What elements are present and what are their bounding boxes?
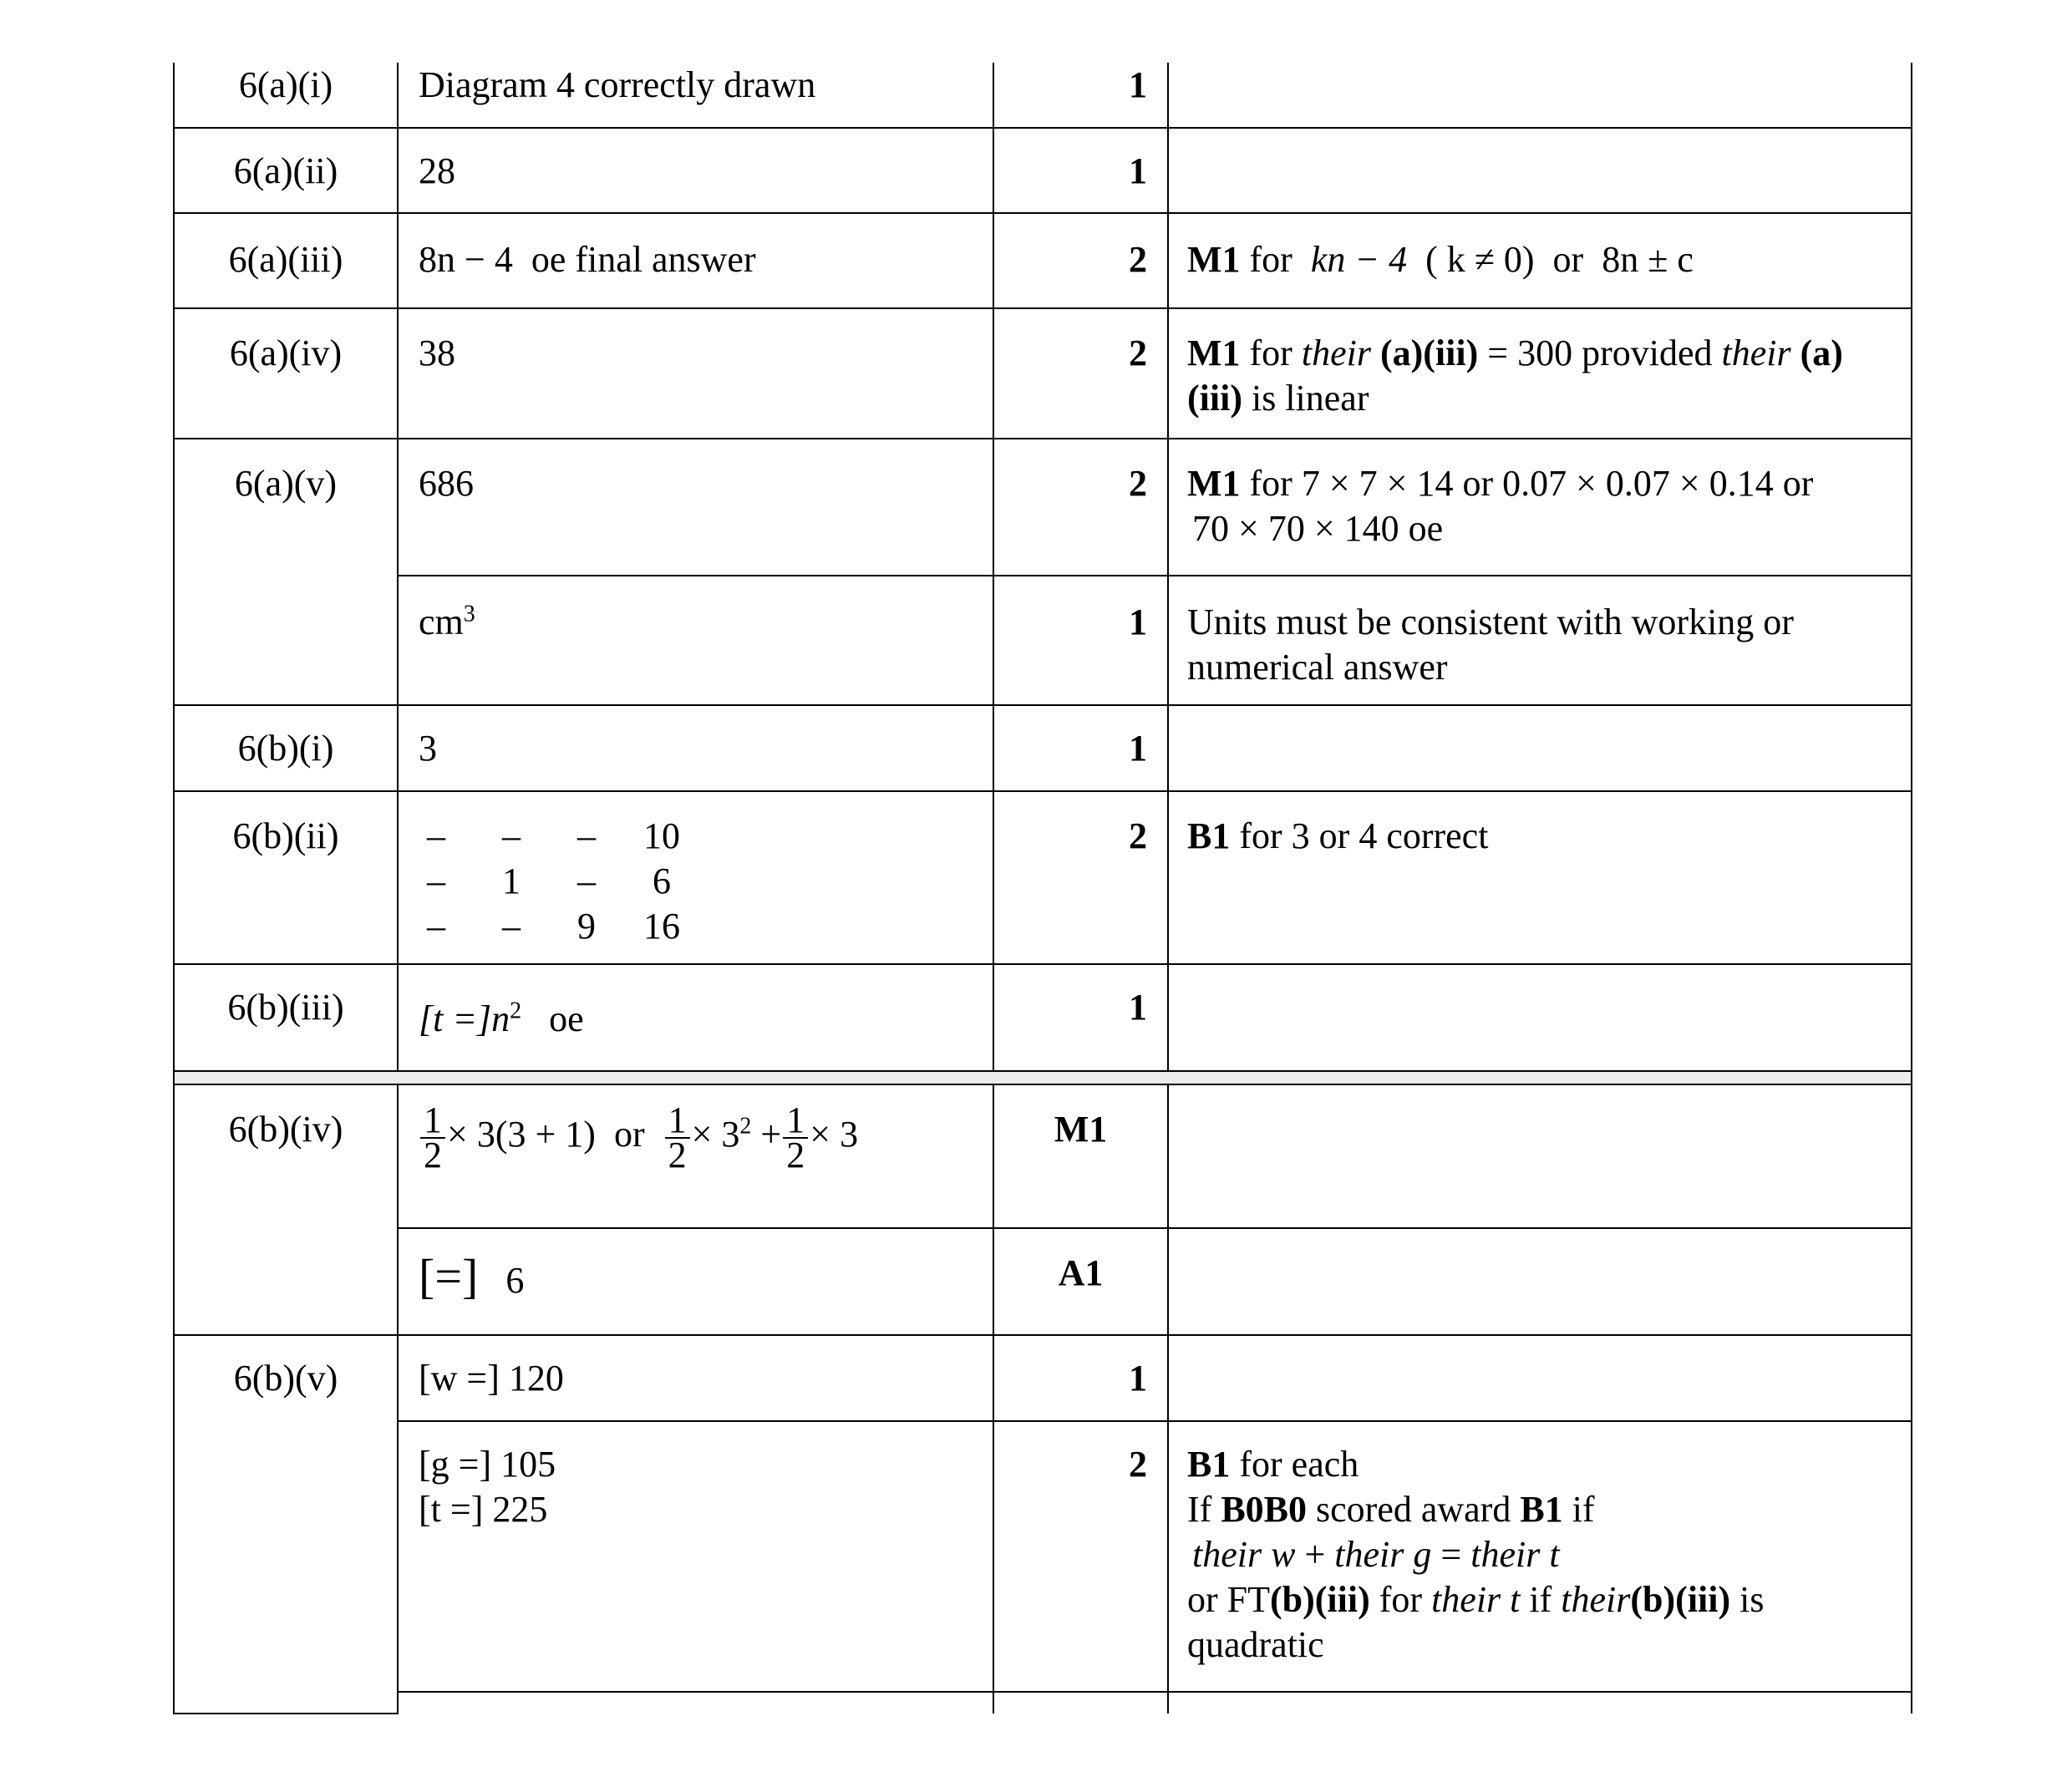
answer-superscript: 2 (510, 998, 522, 1024)
guidance-text: for (1379, 1579, 1423, 1620)
mark-scheme-table (173, 63, 1912, 1714)
guidance-text: is linear (1251, 378, 1369, 419)
row-6a-ii (174, 128, 1912, 213)
question-number: 6(b)(iii) (174, 964, 398, 1071)
row-6a-v-units (174, 576, 1912, 705)
answer-unit: cm (419, 602, 464, 642)
answer-value: 6 (505, 1260, 525, 1301)
question-number: 6(b)(ii) (174, 791, 398, 964)
b-mark: B1 (1187, 1444, 1231, 1485)
guidance (1168, 1335, 1912, 1421)
answer: 28 (398, 128, 993, 213)
guidance-text: for (1249, 239, 1292, 280)
grid-cell: 1 (502, 861, 521, 901)
grid-cell: – (427, 861, 445, 901)
row-6b-v-gt (174, 1421, 1912, 1692)
answer-line: [t =] 225 (419, 1489, 548, 1530)
fraction-denominator: 2 (424, 1135, 442, 1175)
answer: Diagram 4 correctly drawn (398, 63, 993, 128)
question-number: 6(b)(iv) (174, 1084, 398, 1335)
guidance-expression: 8n ± c (1602, 239, 1694, 280)
method-mark: M1 (1187, 239, 1241, 280)
guidance-their: their t (1470, 1534, 1560, 1575)
answer-bracket: [=] (419, 1249, 479, 1303)
row-6a-iii (174, 213, 1912, 308)
guidance-condition: ( k ≠ 0) (1425, 239, 1535, 280)
row-continuation (174, 1692, 1912, 1714)
marks: 2 (993, 213, 1168, 308)
guidance-their: their g (1334, 1534, 1432, 1575)
guidance (1168, 63, 1912, 128)
row-6b-i (174, 705, 1912, 791)
answer (398, 1084, 993, 1228)
guidance-operator: = (1440, 1534, 1462, 1575)
fraction-numerator: 1 (665, 1104, 690, 1139)
answer-or: or (613, 1114, 645, 1155)
guidance-their: their (1301, 333, 1371, 373)
guidance-text: for 3 or 4 correct (1239, 815, 1489, 856)
answer (398, 576, 993, 705)
grid-cell: – (502, 815, 521, 856)
guidance-text: or (1552, 239, 1584, 280)
marks: 2 (993, 439, 1168, 576)
guidance (1168, 705, 1912, 791)
guidance (1168, 1421, 1912, 1692)
guidance-expression: kn − 4 (1310, 239, 1408, 280)
question-number: 6(a)(ii) (174, 128, 398, 213)
fraction-half (665, 1099, 690, 1175)
grid-cell: 10 (643, 815, 680, 856)
guidance (1168, 439, 1912, 576)
b-mark: B1 (1520, 1489, 1563, 1530)
guidance-text: for (1249, 333, 1292, 373)
fraction-half (420, 1099, 445, 1175)
answer-note: oe final answer (531, 239, 756, 280)
question-number: 6(a)(iv) (174, 308, 398, 439)
guidance (1168, 128, 1912, 213)
question-number: 6(a)(v) (174, 439, 398, 705)
fraction-denominator: 2 (786, 1135, 805, 1175)
guidance-text: scored award (1316, 1489, 1511, 1530)
answer-expression: × 3 (810, 1114, 859, 1155)
marks: 1 (993, 128, 1168, 213)
guidance (1168, 213, 1912, 308)
fraction-denominator: 2 (668, 1135, 687, 1175)
answer (398, 1228, 993, 1335)
guidance-text: = 300 provided (1487, 333, 1713, 373)
answer-plus: + (760, 1114, 782, 1155)
answer-expression: × 3(3 + 1) (447, 1114, 596, 1155)
guidance-reference: (a)(iii) (1187, 333, 1843, 419)
answer (398, 964, 993, 1071)
guidance-text: is (1739, 1579, 1765, 1620)
fraction-numerator: 1 (420, 1104, 445, 1139)
b-mark: B0B0 (1221, 1489, 1308, 1530)
page-break-separator (174, 1071, 1912, 1084)
grid-cell: – (427, 815, 445, 856)
row-6b-iv (174, 1084, 1912, 1228)
empty-cell (1168, 1692, 1912, 1714)
grid-cell: 16 (643, 906, 680, 947)
guidance (1168, 791, 1912, 964)
question-number: 6(a)(iii) (174, 213, 398, 308)
guidance-their: their w (1192, 1534, 1296, 1575)
marks: A1 (993, 1228, 1168, 1335)
guidance-reference: (b)(iii) (1270, 1579, 1370, 1620)
marks: M1 (993, 1084, 1168, 1228)
marks: 1 (993, 63, 1168, 128)
answer-grid (399, 814, 984, 949)
guidance (1168, 964, 1912, 1071)
empty-cell (993, 1692, 1168, 1714)
marks: 2 (993, 791, 1168, 964)
fraction-numerator: 1 (783, 1104, 808, 1139)
marks: 1 (993, 576, 1168, 705)
guidance-reference: (a)(iii) (1379, 333, 1479, 373)
marks: 2 (993, 308, 1168, 439)
row-6b-iv-result (174, 1228, 1912, 1335)
guidance-text: for 7 × 7 × 14 or 0.07 × 0.07 × 0.14 or (1249, 463, 1814, 504)
guidance (1168, 1084, 1912, 1228)
guidance (1168, 1228, 1912, 1335)
answer: 38 (398, 308, 993, 439)
answer (398, 1421, 993, 1692)
row-6b-ii (174, 791, 1912, 964)
guidance-operator: + (1304, 1534, 1326, 1575)
guidance-their: their (1721, 333, 1791, 373)
marks: 1 (993, 705, 1168, 791)
guidance-text: or FT (1187, 1579, 1270, 1620)
guidance-text: 70 × 70 × 140 oe (1192, 508, 1444, 549)
separator-cell (174, 1071, 1912, 1084)
answer (398, 791, 993, 964)
grid-cell: 6 (653, 861, 671, 901)
grid-cell: – (502, 906, 521, 947)
guidance-reference: (b)(iii) (1630, 1579, 1731, 1620)
empty-cell (398, 1692, 993, 1714)
answer: 3 (398, 705, 993, 791)
row-6a-iv (174, 308, 1912, 439)
row-6b-iii (174, 964, 1912, 1071)
question-number: 6(b)(i) (174, 705, 398, 791)
method-mark: M1 (1187, 463, 1241, 504)
fraction-half (783, 1099, 808, 1175)
answer-line: [g =] 105 (419, 1444, 556, 1485)
answer: [w =] 120 (398, 1335, 993, 1421)
guidance-their: their (1561, 1579, 1631, 1620)
guidance-equation (1187, 1534, 1560, 1575)
answer-superscript: 2 (739, 1113, 752, 1140)
question-number: 6(a)(i) (174, 63, 398, 128)
answer-expression: [t =]n (419, 998, 510, 1039)
row-6a-v (174, 439, 1912, 576)
mark-scheme (173, 63, 1911, 1714)
marks: 1 (993, 1335, 1168, 1421)
guidance-text: If (1187, 1489, 1212, 1530)
grid-cell: 9 (577, 906, 596, 947)
marks: 1 (993, 964, 1168, 1071)
answer: 686 (398, 439, 993, 576)
method-mark: M1 (1187, 333, 1241, 373)
row-6a-i (174, 63, 1912, 128)
question-number: 6(b)(v) (174, 1335, 398, 1714)
answer-note: oe (549, 998, 584, 1039)
answer-expression: 8n − 4 (419, 239, 513, 280)
guidance-text: if (1529, 1579, 1552, 1620)
b-mark: B1 (1187, 815, 1231, 856)
guidance-text: for each (1239, 1444, 1359, 1485)
guidance-their: their t (1431, 1579, 1521, 1620)
answer (398, 213, 993, 308)
grid-cell: – (427, 906, 445, 947)
guidance-text: quadratic (1187, 1624, 1324, 1665)
guidance: Units must be consistent with working or numerical answer (1168, 576, 1912, 705)
guidance-text: if (1572, 1489, 1595, 1530)
marks: 2 (993, 1421, 1168, 1692)
answer-superscript: 3 (463, 601, 475, 627)
grid-cell: – (577, 861, 596, 901)
grid-cell: – (577, 815, 596, 856)
row-6b-v (174, 1335, 1912, 1421)
guidance (1168, 308, 1912, 439)
answer-expression: × 3 (691, 1114, 740, 1155)
